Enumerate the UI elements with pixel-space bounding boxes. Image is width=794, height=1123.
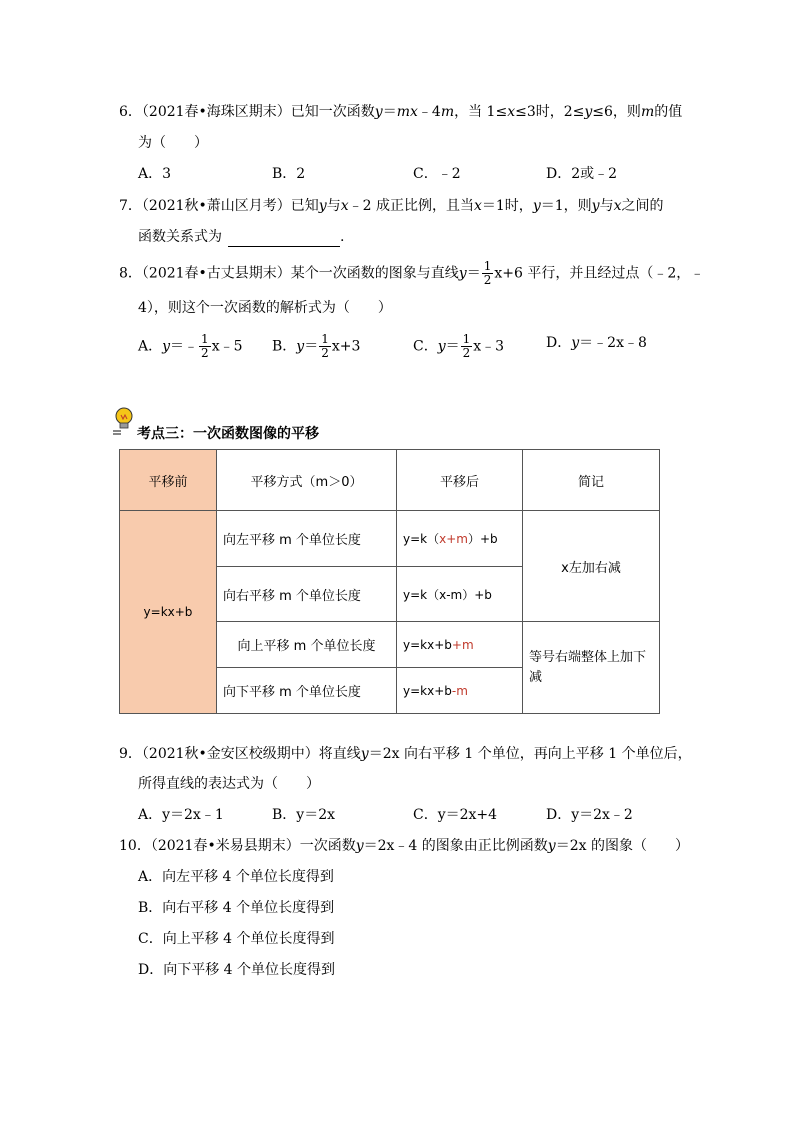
q9-line2: 所得直线的表达式为（ ）	[138, 776, 320, 792]
q6-option-a[interactable]: A．3	[138, 166, 172, 182]
fraction-one-half: $\frac{1}{2}$	[483, 259, 492, 287]
q6-line2: 为（ ）	[138, 135, 208, 151]
translation-table	[119, 449, 660, 714]
q9-option-d[interactable]: D．y＝2x﹣2	[546, 807, 633, 823]
q8-option-d[interactable]: D．y＝﹣2x﹣8	[546, 335, 647, 351]
q9-option-b[interactable]: B．y＝2x	[272, 807, 335, 823]
q9-option-c[interactable]: C．y＝2x+4	[413, 807, 498, 823]
cell-memo: 等号右端整体上加下减	[523, 622, 660, 714]
table-row	[120, 511, 660, 567]
cell-after: y=kx+b+m	[397, 622, 523, 668]
fraction-one-half: $\frac{1}{2}$	[201, 332, 209, 360]
q7-line1: 7．（2021秋•萧山区月考）已知y与x﹣2 成正比例，且当x＝1时，y＝1，则y与x之间的	[119, 198, 664, 214]
q6-line1: 6．（2021春•海珠区期末）已知一次函数y＝mx﹣4m，当 1≤x≤3时，2≤y≤6，则m的值	[119, 104, 683, 120]
q8-option-a[interactable]: A．y＝﹣ $\frac{1}{2}$ x﹣5	[138, 332, 243, 360]
q10-line1: 10．（2021春•米易县期末）一次函数y＝2x﹣4 的图象由正比例函数y＝2x 的图象（ ）	[119, 838, 689, 854]
q6-option-c[interactable]: C．﹣2	[413, 166, 461, 182]
header-memo: 简记	[523, 450, 660, 511]
cell-method: 向右平移 m 个单位长度	[217, 567, 397, 622]
q9-option-a[interactable]: A．y＝2x﹣1	[138, 807, 224, 823]
q8-option-c[interactable]: C．y＝ $\frac{1}{2}$ x﹣3	[413, 332, 505, 360]
cell-before: y=kx+b	[120, 511, 217, 714]
cell-after: y=k（x+m）+b	[397, 511, 523, 567]
q6-text: 6．（2021春•海珠区期末）已知一次函数	[119, 104, 375, 120]
section-title: 考点三：一次函数图像的平移	[137, 426, 319, 442]
cell-memo: x左加右减	[523, 511, 660, 622]
q6-option-b[interactable]: B．2	[272, 166, 306, 182]
q10-option-d[interactable]: D．向下平移 4 个单位长度得到	[138, 962, 336, 978]
q8-option-b[interactable]: B．y＝ $\frac{1}{2}$ x+3	[272, 332, 361, 360]
q10-option-c[interactable]: C．向上平移 4 个单位长度得到	[138, 931, 335, 947]
fraction-one-half: $\frac{1}{2}$	[321, 332, 329, 360]
cell-method: 向下平移 m 个单位长度	[217, 668, 397, 714]
q7-line2: 函数关系式为 .	[138, 229, 345, 245]
q8-line1: 8．（2021春•古丈县期末）某个一次函数的图象与直线y＝ $\frac{1}{2}$ x+6 平行，并且经过点（﹣2，﹣	[119, 259, 705, 287]
q10-option-b[interactable]: B．向右平移 4 个单位长度得到	[138, 900, 335, 916]
header-after: 平移后	[397, 450, 523, 511]
q9-line1: 9．（2021秋•金安区校级期中）将直线y＝2x 向右平移 1 个单位，再向上平移 1 个单位后，	[119, 746, 692, 762]
q6-option-d[interactable]: D．2或﹣2	[546, 166, 618, 182]
q8-line2: 4），则这个一次函数的解析式为（ ）	[138, 300, 392, 316]
header-before: 平移前	[120, 450, 217, 511]
cell-method: 向上平移 m 个单位长度	[217, 622, 397, 668]
header-method: 平移方式（m＞0）	[217, 450, 397, 511]
cell-method: 向左平移 m 个单位长度	[217, 511, 397, 567]
q7-answer-blank[interactable]	[228, 232, 340, 247]
fraction-one-half: $\frac{1}{2}$	[462, 332, 471, 360]
cell-after: y=k（x-m）+b	[397, 567, 523, 622]
q10-option-a[interactable]: A．向左平移 4 个单位长度得到	[138, 869, 334, 885]
table-header-row	[120, 450, 660, 511]
cell-after: y=kx+b-m	[397, 668, 523, 714]
